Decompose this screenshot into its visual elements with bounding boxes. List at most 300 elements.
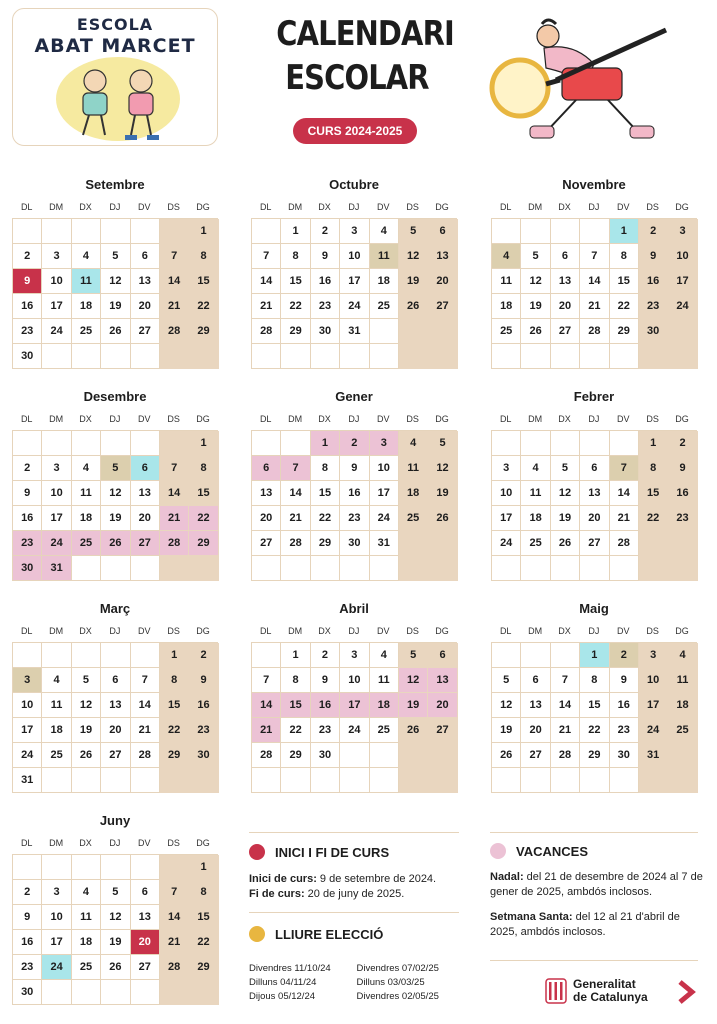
calendar-day: 26: [428, 506, 457, 531]
calendar-day: 6: [521, 668, 550, 693]
calendar-day: 4: [370, 643, 399, 668]
calendar-day: 25: [370, 718, 399, 743]
calendar-day: 22: [189, 294, 218, 319]
calendar-day: 22: [189, 506, 218, 531]
calendar-empty-cell: [72, 643, 101, 668]
weekday-label: DG: [675, 626, 689, 636]
calendar-day: 12: [101, 269, 130, 294]
weekday-header: [251, 408, 457, 430]
calendar-day: 10: [370, 456, 399, 481]
calendar-day: 16: [13, 930, 42, 955]
weekday-header: [251, 196, 457, 218]
calendar-day: 17: [668, 269, 697, 294]
calendar-day: 27: [551, 319, 580, 344]
calendar-day: 2: [340, 431, 369, 456]
calendar-day: 25: [72, 531, 101, 556]
calendar-day: 3: [13, 668, 42, 693]
weekday-label: DX: [558, 626, 571, 636]
calendar-day: 29: [189, 955, 218, 980]
calendar-day: 17: [42, 930, 71, 955]
calendar-day: 11: [492, 269, 521, 294]
legend-lliure-heading: [249, 926, 383, 942]
calendar-empty-cell: [252, 344, 281, 369]
calendar-day: 8: [189, 456, 218, 481]
calendar-day: 11: [72, 269, 101, 294]
calendar-day: 10: [42, 481, 71, 506]
calendar-empty-cell: [281, 431, 310, 456]
month-title: Març: [99, 601, 131, 616]
weekday-label: DJ: [588, 626, 600, 636]
weekday-label: DJ: [348, 626, 360, 636]
calendar-day: 24: [492, 531, 521, 556]
calendar-day: 22: [160, 718, 189, 743]
calendar-empty-cell: [101, 855, 130, 880]
calendar-day: 14: [160, 481, 189, 506]
calendar-day: 25: [399, 506, 428, 531]
calendar-day: 19: [428, 481, 457, 506]
weekday-label: DX: [79, 414, 92, 424]
calendar-day: 22: [281, 718, 310, 743]
calendar-empty-cell: [668, 531, 697, 556]
calendar-empty-cell: [580, 344, 609, 369]
calendar-day: 28: [281, 531, 310, 556]
calendar-day: 8: [160, 668, 189, 693]
calendar-day: 28: [551, 743, 580, 768]
calendar-day: 3: [340, 643, 369, 668]
calendar-empty-cell: [521, 643, 550, 668]
calendar-day: 25: [72, 955, 101, 980]
calendar-day: 22: [610, 294, 639, 319]
weekday-label: DL: [20, 838, 33, 848]
calendar-day: 9: [189, 668, 218, 693]
weekday-label: DL: [499, 414, 512, 424]
calendar-day: 30: [340, 531, 369, 556]
calendar-day: 21: [160, 294, 189, 319]
month-abril: [251, 598, 457, 793]
calendar-day: 11: [370, 668, 399, 693]
calendar-day: 15: [580, 693, 609, 718]
calendar-day: 7: [252, 244, 281, 269]
title-line1: CALENDARI: [276, 14, 454, 54]
logo-line1: ESCOLA: [76, 15, 154, 34]
weekday-label: DM: [288, 202, 303, 212]
calendar-empty-cell: [610, 768, 639, 793]
calendar-day: 1: [281, 643, 310, 668]
red-dot-icon: [249, 844, 265, 860]
calendar-day: 8: [580, 668, 609, 693]
calendar-day: 2: [13, 456, 42, 481]
legend-inici-title: INICI I FI DE CURS: [275, 844, 390, 860]
calendar-day: 14: [131, 693, 160, 718]
calendar-empty-cell: [492, 219, 521, 244]
month-title: Setembre: [85, 177, 145, 192]
calendar-day: 13: [131, 269, 160, 294]
month-grid: [12, 642, 218, 793]
calendar-day: 15: [311, 481, 340, 506]
calendar-empty-cell: [428, 319, 457, 344]
calendar-day: 1: [189, 219, 218, 244]
calendar-empty-cell: [13, 431, 42, 456]
calendar-day: 13: [101, 693, 130, 718]
calendar-day: 11: [370, 244, 399, 269]
calendar-day: 16: [13, 294, 42, 319]
chevron-right-icon: [676, 980, 698, 1004]
calendar-day: 17: [42, 294, 71, 319]
weekday-label: DV: [138, 414, 151, 424]
calendar-empty-cell: [13, 643, 42, 668]
calendar-empty-cell: [399, 768, 428, 793]
calendar-day: 23: [340, 506, 369, 531]
calendar-empty-cell: [340, 768, 369, 793]
lliure-dates-list: [249, 963, 464, 1002]
calendar-day: 23: [311, 294, 340, 319]
weekday-header: [12, 620, 218, 642]
calendar-empty-cell: [101, 219, 130, 244]
weekday-label: DV: [138, 838, 151, 848]
calendar-day: 6: [131, 880, 160, 905]
month-title: Desembre: [83, 389, 147, 404]
calendar-day: 31: [370, 531, 399, 556]
calendar-day: 18: [492, 294, 521, 319]
weekday-header: [491, 408, 697, 430]
calendar-day: 2: [189, 643, 218, 668]
calendar-day: 21: [160, 930, 189, 955]
calendar-day: 6: [580, 456, 609, 481]
legend-divider: [490, 832, 698, 833]
calendar-empty-cell: [13, 855, 42, 880]
calendar-empty-cell: [340, 556, 369, 581]
calendar-empty-cell: [42, 344, 71, 369]
calendar-day: 16: [311, 693, 340, 718]
calendar-empty-cell: [101, 643, 130, 668]
weekday-label: DL: [499, 626, 512, 636]
calendar-day: 20: [428, 269, 457, 294]
calendar-day: 24: [42, 955, 71, 980]
calendar-day: 15: [610, 269, 639, 294]
weekday-label: DX: [318, 202, 331, 212]
calendar-empty-cell: [668, 556, 697, 581]
calendar-day: 12: [521, 269, 550, 294]
calendar-day: 4: [521, 456, 550, 481]
calendar-day: 17: [492, 506, 521, 531]
calendar-day: 26: [72, 743, 101, 768]
calendar-day: 18: [42, 718, 71, 743]
lliure-date: Dijous 05/12/24: [249, 991, 316, 1002]
calendar-empty-cell: [160, 980, 189, 1005]
calendar-day: 1: [639, 431, 668, 456]
month-grid: [12, 218, 218, 369]
calendar-day: 16: [13, 506, 42, 531]
calendar-day: 23: [311, 718, 340, 743]
calendar-day: 3: [639, 643, 668, 668]
calendar-day: 21: [610, 506, 639, 531]
calendar-day: 12: [101, 481, 130, 506]
weekday-label: DX: [318, 626, 331, 636]
calendar-day: 29: [281, 319, 310, 344]
calendar-day: 14: [551, 693, 580, 718]
calendar-day: 29: [580, 743, 609, 768]
generalitat-line1: Generalitat: [573, 977, 636, 991]
calendar-day: 14: [610, 481, 639, 506]
calendar-empty-cell: [42, 643, 71, 668]
calendar-day: 2: [13, 244, 42, 269]
legend-inici-text: [249, 872, 464, 902]
calendar-day: 17: [42, 506, 71, 531]
calendar-day: 1: [281, 219, 310, 244]
calendar-day: 15: [281, 693, 310, 718]
weekday-label: DG: [196, 838, 210, 848]
calendar-day: 22: [311, 506, 340, 531]
calendar-day: 6: [131, 456, 160, 481]
weekday-label: DG: [196, 626, 210, 636]
calendar-day: 14: [580, 269, 609, 294]
calendar-day: 19: [101, 506, 130, 531]
calendar-day: 26: [551, 531, 580, 556]
calendar-empty-cell: [101, 980, 130, 1005]
calendar-day: 21: [252, 294, 281, 319]
weekday-label: DX: [558, 202, 571, 212]
calendar-empty-cell: [340, 344, 369, 369]
inici-label: Inici de curs:: [249, 873, 317, 885]
calendar-day: 30: [13, 344, 42, 369]
calendar-empty-cell: [551, 556, 580, 581]
legend-nadal-text: [490, 870, 704, 900]
calendar-day: 11: [399, 456, 428, 481]
calendar-empty-cell: [521, 219, 550, 244]
calendar-day: 6: [551, 244, 580, 269]
weekday-label: DV: [377, 626, 390, 636]
calendar-day: 3: [42, 880, 71, 905]
weekday-header: [251, 620, 457, 642]
calendar-empty-cell: [101, 556, 130, 581]
calendar-empty-cell: [252, 431, 281, 456]
month-title: Abril: [339, 601, 369, 616]
calendar-day: 25: [521, 531, 550, 556]
calendar-day: 4: [668, 643, 697, 668]
calendar-empty-cell: [281, 344, 310, 369]
calendar-empty-cell: [399, 319, 428, 344]
calendar-day: 16: [311, 269, 340, 294]
calendar-empty-cell: [399, 556, 428, 581]
calendar-empty-cell: [370, 768, 399, 793]
calendar-empty-cell: [42, 219, 71, 244]
legend-vacances-title: VACANCES: [516, 843, 588, 859]
calendar-day: 8: [189, 244, 218, 269]
month-octubre: [251, 174, 457, 369]
calendar-day: 17: [370, 481, 399, 506]
calendar-day: 31: [42, 556, 71, 581]
calendar-empty-cell: [311, 768, 340, 793]
calendar-empty-cell: [551, 344, 580, 369]
lliure-date: Divendres 11/10/24: [249, 963, 331, 974]
calendar-day: 18: [370, 693, 399, 718]
calendar-day: 29: [281, 743, 310, 768]
calendar-empty-cell: [13, 219, 42, 244]
calendar-empty-cell: [72, 980, 101, 1005]
calendar-day: 11: [72, 481, 101, 506]
weekday-label: DV: [617, 626, 630, 636]
calendar-day: 24: [42, 531, 71, 556]
weekday-label: DS: [167, 626, 180, 636]
calendar-day: 26: [492, 743, 521, 768]
month-title: Juny: [99, 813, 131, 828]
month-grid: [12, 854, 218, 1005]
calendar-day: 5: [101, 880, 130, 905]
month-febrer: [491, 386, 697, 581]
calendar-day: 25: [492, 319, 521, 344]
calendar-empty-cell: [639, 344, 668, 369]
calendar-empty-cell: [311, 344, 340, 369]
calendar-day: 18: [72, 294, 101, 319]
calendar-empty-cell: [428, 531, 457, 556]
calendar-day: 28: [252, 319, 281, 344]
calendar-day: 5: [399, 219, 428, 244]
generalitat-logo-icon: [545, 978, 567, 1004]
weekday-header: [12, 408, 218, 430]
calendar-day: 19: [551, 506, 580, 531]
weekday-label: DM: [49, 414, 64, 424]
calendar-day: 3: [340, 219, 369, 244]
calendar-empty-cell: [492, 431, 521, 456]
school-logo: [12, 8, 218, 146]
calendar-day: 19: [101, 294, 130, 319]
calendar-empty-cell: [370, 556, 399, 581]
calendar-day: 9: [13, 269, 42, 294]
calendar-day: 20: [131, 294, 160, 319]
calendar-empty-cell: [131, 556, 160, 581]
calendar-day: 21: [580, 294, 609, 319]
school-kids-illustration: [53, 49, 183, 141]
weekday-label: DG: [435, 414, 449, 424]
calendar-day: 4: [72, 456, 101, 481]
calendar-day: 27: [521, 743, 550, 768]
calendar-empty-cell: [340, 743, 369, 768]
calendar-day: 2: [639, 219, 668, 244]
calendar-day: 9: [668, 456, 697, 481]
calendar-day: 9: [311, 244, 340, 269]
calendar-day: 12: [492, 693, 521, 718]
weekday-label: DG: [675, 202, 689, 212]
calendar-day: 30: [639, 319, 668, 344]
calendar-empty-cell: [668, 743, 697, 768]
month-novembre: [491, 174, 697, 369]
calendar-day: 18: [521, 506, 550, 531]
calendar-day: 21: [131, 718, 160, 743]
weekday-label: DJ: [109, 626, 121, 636]
calendar-day: 15: [160, 693, 189, 718]
calendar-empty-cell: [160, 344, 189, 369]
calendar-empty-cell: [252, 643, 281, 668]
calendar-empty-cell: [580, 431, 609, 456]
weekday-label: DM: [288, 414, 303, 424]
calendar-day: 18: [72, 506, 101, 531]
calendar-day: 18: [668, 693, 697, 718]
calendar-day: 10: [668, 244, 697, 269]
weekday-label: DJ: [109, 414, 121, 424]
calendar-day: 10: [42, 269, 71, 294]
calendar-day: 24: [639, 718, 668, 743]
calendar-empty-cell: [42, 855, 71, 880]
calendar-empty-cell: [101, 768, 130, 793]
calendar-day: 14: [160, 269, 189, 294]
weekday-label: DL: [499, 202, 512, 212]
calendar-empty-cell: [370, 319, 399, 344]
weekday-label: DS: [167, 838, 180, 848]
calendar-day: 28: [160, 319, 189, 344]
calendar-empty-cell: [668, 319, 697, 344]
yellow-dot-icon: [249, 926, 265, 942]
calendar-day: 15: [281, 269, 310, 294]
calendar-empty-cell: [131, 219, 160, 244]
calendar-day: 24: [668, 294, 697, 319]
calendar-day: 24: [340, 294, 369, 319]
calendar-day: 10: [340, 244, 369, 269]
month-juny: [12, 810, 218, 1005]
weekday-label: DG: [196, 414, 210, 424]
calendar-day: 24: [340, 718, 369, 743]
calendar-day: 4: [42, 668, 71, 693]
calendar-day: 7: [580, 244, 609, 269]
calendar-day: 1: [189, 431, 218, 456]
calendar-empty-cell: [101, 344, 130, 369]
calendar-empty-cell: [160, 855, 189, 880]
calendar-empty-cell: [42, 768, 71, 793]
weekday-label: DM: [528, 414, 543, 424]
calendar-day: 19: [399, 269, 428, 294]
month-title: Maig: [579, 601, 609, 616]
weekday-label: DG: [196, 202, 210, 212]
calendar-day: 23: [13, 531, 42, 556]
calendar-day: 2: [610, 643, 639, 668]
lliure-date: Divendres 02/05/25: [356, 991, 439, 1002]
calendar-day: 10: [13, 693, 42, 718]
calendar-day: 21: [252, 718, 281, 743]
calendar-day: 28: [580, 319, 609, 344]
calendar-day: 20: [551, 294, 580, 319]
nadal-label: Nadal:: [490, 871, 524, 883]
calendar-day: 27: [580, 531, 609, 556]
calendar-day: 19: [72, 718, 101, 743]
calendar-day: 16: [189, 693, 218, 718]
calendar-empty-cell: [252, 219, 281, 244]
calendar-day: 8: [281, 668, 310, 693]
calendar-day: 22: [580, 718, 609, 743]
calendar-day: 31: [13, 768, 42, 793]
calendar-day: 28: [160, 531, 189, 556]
weekday-label: DX: [558, 414, 571, 424]
weekday-label: DM: [528, 626, 543, 636]
weekday-label: DJ: [348, 414, 360, 424]
weekday-label: DS: [406, 202, 419, 212]
legend-santa-text: [490, 910, 704, 940]
weekday-label: DS: [406, 626, 419, 636]
month-grid: [251, 642, 457, 793]
calendar-day: 21: [281, 506, 310, 531]
calendar-day: 11: [72, 905, 101, 930]
calendar-day: 12: [399, 244, 428, 269]
calendar-day: 27: [131, 955, 160, 980]
weekday-label: DG: [435, 202, 449, 212]
month-title: Febrer: [573, 389, 615, 404]
calendar-empty-cell: [311, 556, 340, 581]
calendar-day: 9: [610, 668, 639, 693]
calendar-empty-cell: [521, 556, 550, 581]
calendar-day: 23: [610, 718, 639, 743]
santa-value: del 12 al 21 d'abril de 2025, ambdós inclosos.: [490, 911, 680, 938]
calendar-day: 7: [160, 244, 189, 269]
calendar-day: 27: [101, 743, 130, 768]
calendar-day: 4: [370, 219, 399, 244]
